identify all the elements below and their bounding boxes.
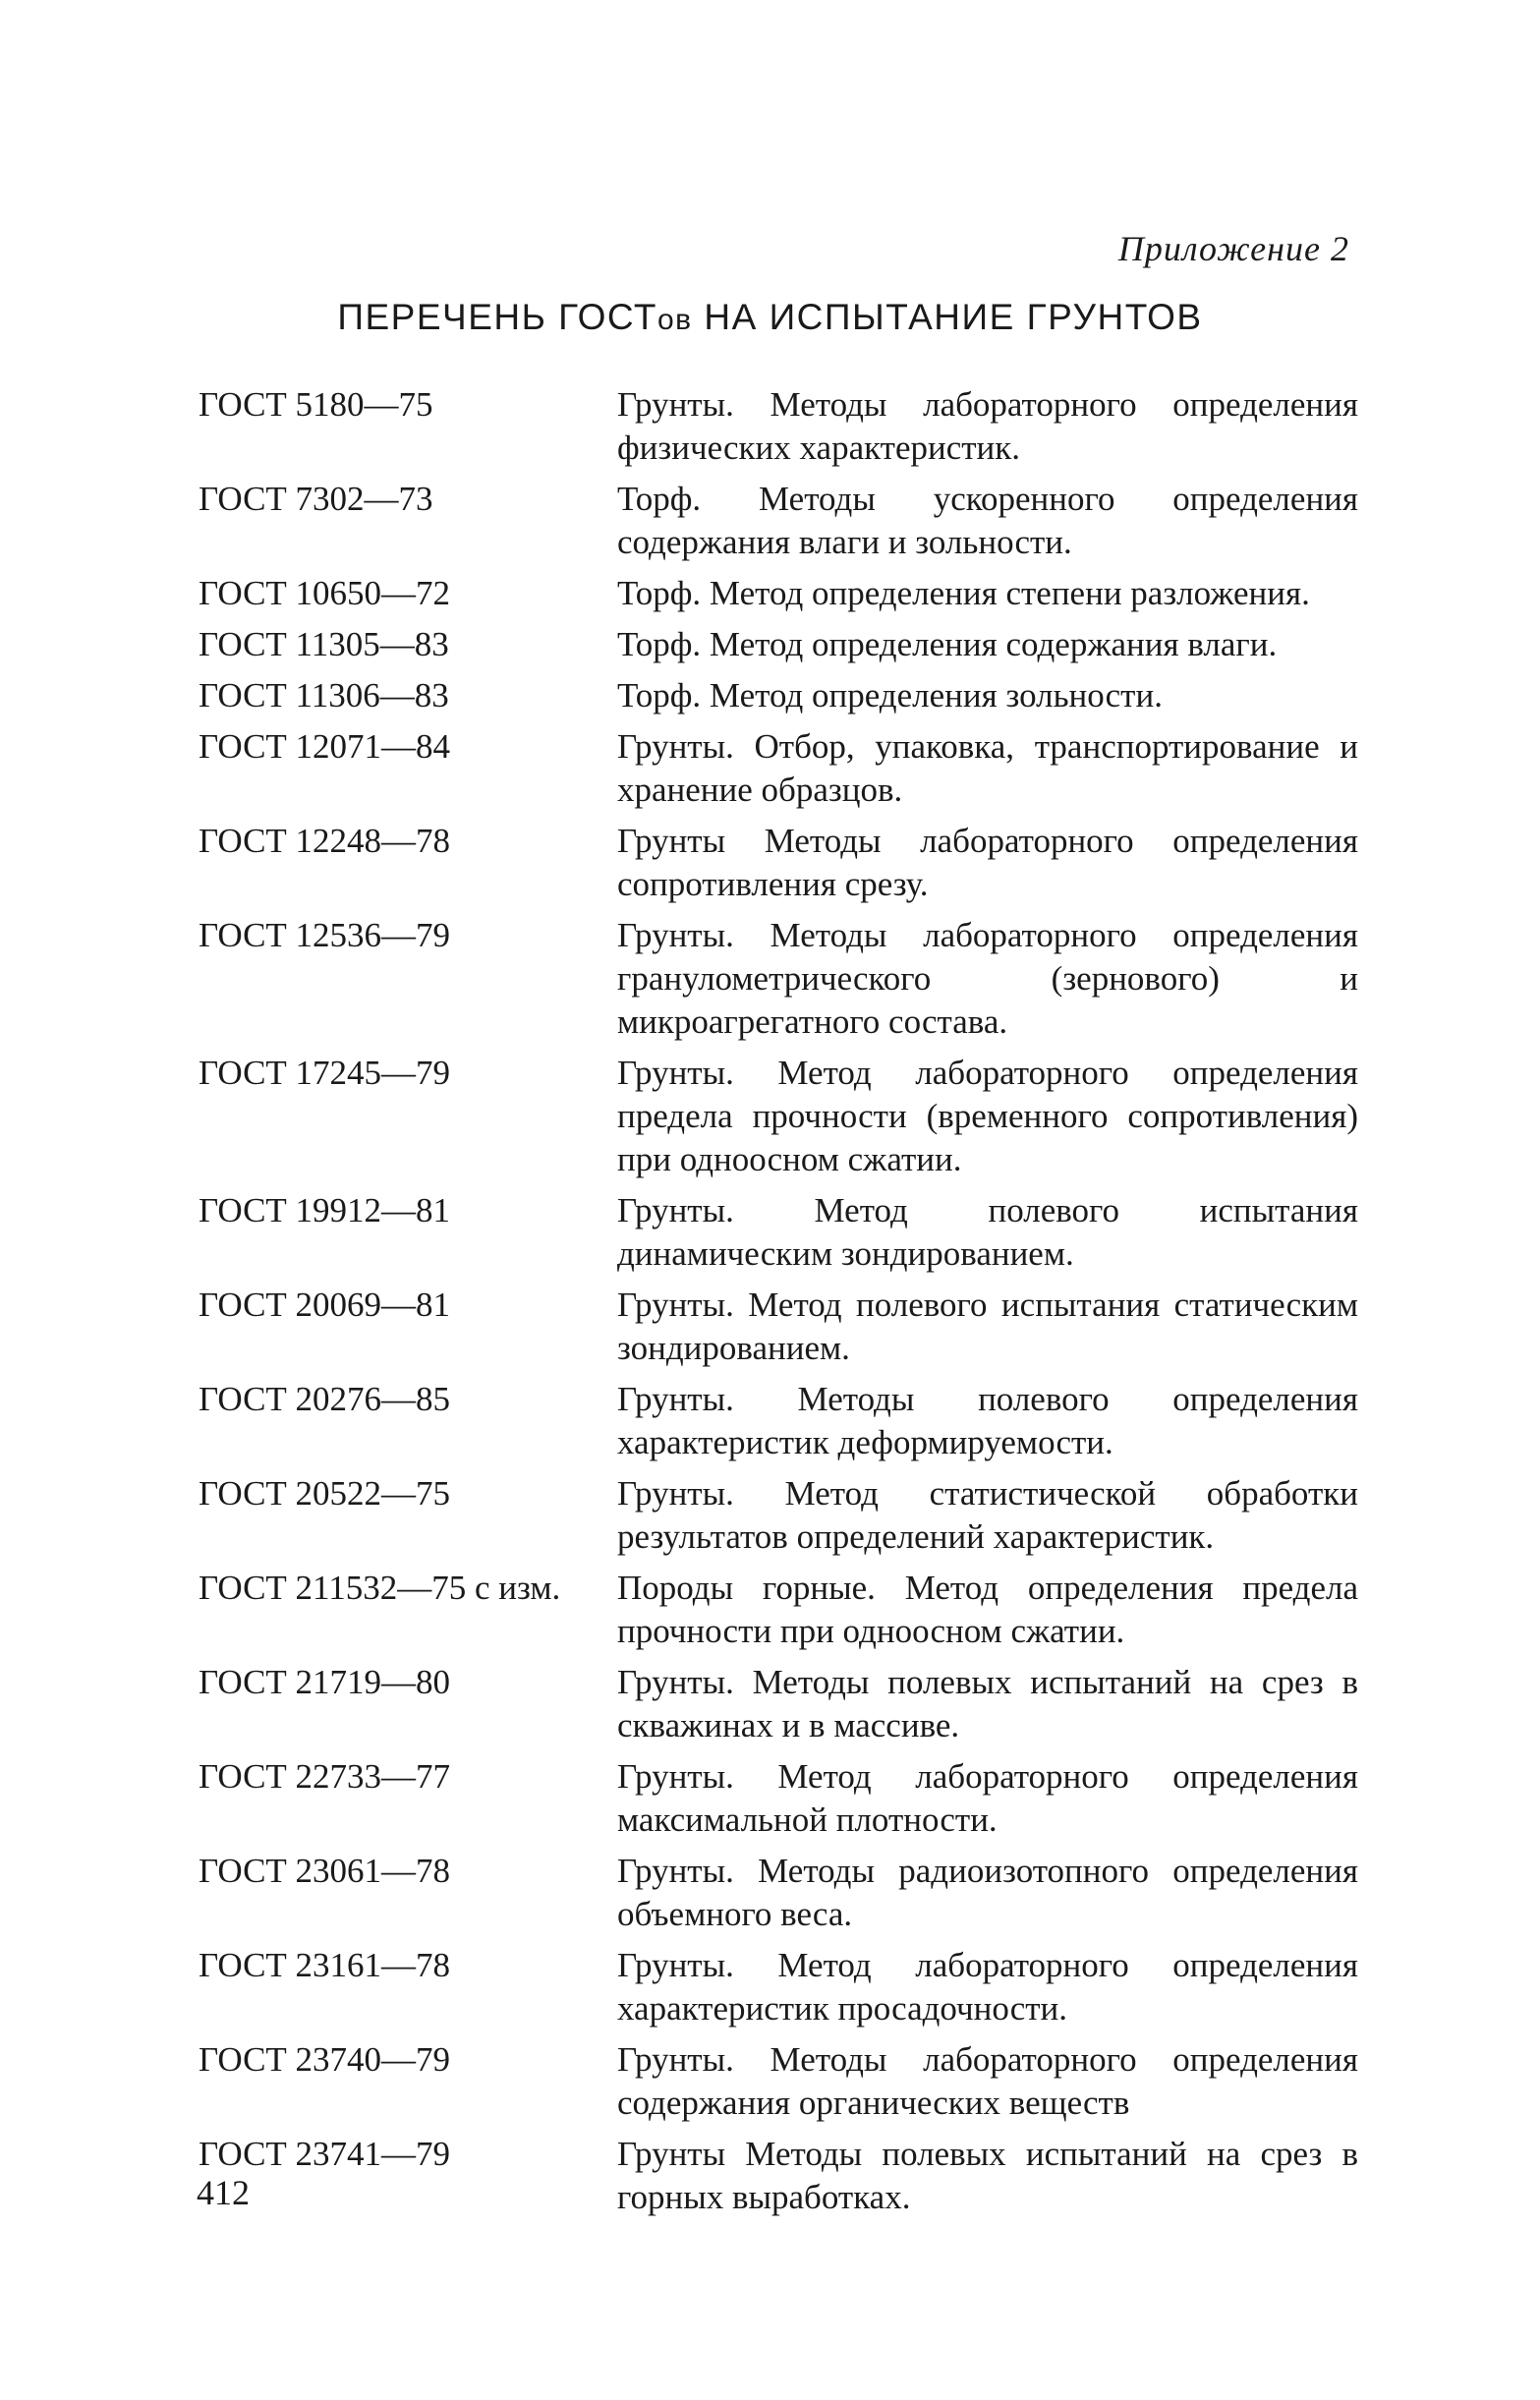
list-item — [199, 914, 1358, 1044]
gost-code: ГОСТ 20522—75 — [199, 1474, 451, 1513]
gost-code: ГОСТ 7302—73 — [199, 480, 433, 518]
gost-description: Грунты. Методы полевого определения характеристик деформируемости. — [617, 1380, 1358, 1461]
list-item — [199, 1472, 1358, 1559]
list-item — [199, 1378, 1358, 1464]
list-item — [199, 1661, 1358, 1747]
title-suffix: ов — [657, 304, 693, 336]
gost-description: Грунты. Методы полевых испытаний на срез в скважинах и в массиве. — [617, 1663, 1358, 1744]
gost-code: ГОСТ 11305—83 — [199, 625, 449, 663]
gost-code: ГОСТ 22733—77 — [199, 1757, 451, 1796]
page-number: 412 — [197, 2173, 250, 2212]
gost-code: ГОСТ 11306—83 — [199, 676, 449, 714]
gost-code: ГОСТ 19912—81 — [199, 1191, 451, 1229]
gost-code: ГОСТ 23740—79 — [199, 2040, 451, 2079]
list-item — [199, 623, 1358, 666]
gost-description: Грунты. Метод полевого испытания динамическим зондированием. — [617, 1191, 1358, 1273]
gost-description: Грунты. Метод лабораторного определения характеристик просадочности. — [617, 1946, 1358, 2028]
list-item — [199, 725, 1358, 812]
gost-description: Торф. Методы ускоренного определения содержания влаги и зольности. — [617, 480, 1358, 561]
gost-code: ГОСТ 23161—78 — [199, 1946, 451, 1984]
gost-code: ГОСТ 12248—78 — [199, 822, 451, 860]
gost-description: Торф. Метод определения зольности. — [617, 676, 1163, 714]
gost-code: ГОСТ 17245—79 — [199, 1054, 451, 1092]
list-item — [199, 572, 1358, 615]
gost-description: Грунты Методы лабораторного определения сопротивления срезу. — [617, 822, 1358, 903]
title-part-1: ПЕРЕЧЕНЬ ГОСТ — [337, 297, 657, 337]
gost-code: ГОСТ 21719—80 — [199, 1663, 451, 1701]
gost-code: ГОСТ 211532—75 с изм. — [199, 1569, 561, 1607]
gost-code: ГОСТ 12071—84 — [199, 727, 451, 766]
gost-description: Грунты. Метод лабораторного определения предела прочности (временного сопротивления) при одноосном сжатии. — [617, 1054, 1358, 1178]
gost-description: Грунты. Методы лабораторного определения гранулометрического (зернового) и микроагрегатного состава. — [617, 916, 1358, 1041]
gost-code: ГОСТ 20276—85 — [199, 1380, 451, 1418]
gost-description: Грунты. Отбор, упаковка, транспортирование и хранение образцов. — [617, 727, 1358, 809]
gost-list — [199, 383, 1358, 2227]
list-item — [199, 1052, 1358, 1181]
list-item — [199, 820, 1358, 906]
gost-description: Грунты. Методы лабораторного определения физических характеристик. — [617, 385, 1358, 467]
list-item — [199, 1755, 1358, 1842]
gost-code: ГОСТ 20069—81 — [199, 1286, 451, 1324]
gost-description: Грунты. Методы радиоизотопного определения объемного веса. — [617, 1852, 1358, 1933]
gost-code: ГОСТ 23061—78 — [199, 1852, 451, 1890]
gost-code: ГОСТ 12536—79 — [199, 916, 451, 954]
list-item — [199, 1850, 1358, 1936]
list-item — [199, 1567, 1358, 1653]
gost-description: Торф. Метод определения степени разложения. — [617, 574, 1310, 612]
gost-description: Грунты. Метод лабораторного определения максимальной плотности. — [617, 1757, 1358, 1839]
title-part-2: НА ИСПЫТАНИЕ ГРУНТОВ — [692, 297, 1203, 337]
list-item — [199, 478, 1358, 564]
list-item — [199, 1189, 1358, 1276]
list-item — [199, 674, 1358, 717]
list-item — [199, 1944, 1358, 2030]
page-title — [0, 297, 1540, 338]
list-item — [199, 2133, 1358, 2219]
appendix-label: Приложение 2 — [1117, 229, 1349, 268]
list-item — [199, 1284, 1358, 1370]
list-item — [199, 383, 1358, 470]
list-item — [199, 2038, 1358, 2125]
gost-description: Грунты Методы полевых испытаний на срез в горных выработках. — [617, 2135, 1358, 2216]
gost-code: ГОСТ 23741—79 — [199, 2135, 451, 2173]
gost-description: Грунты. Метод статистической обработки результатов определений характеристик. — [617, 1474, 1358, 1556]
gost-description: Грунты. Методы лабораторного определения содержания органических веществ — [617, 2040, 1358, 2122]
gost-code: ГОСТ 5180—75 — [199, 385, 433, 424]
gost-description: Грунты. Метод полевого испытания статическим зондированием. — [617, 1286, 1358, 1367]
gost-code: ГОСТ 10650—72 — [199, 574, 451, 612]
gost-description: Торф. Метод определения содержания влаги. — [617, 625, 1278, 663]
gost-description: Породы горные. Метод определения предела прочности при одноосном сжатии. — [617, 1569, 1358, 1650]
